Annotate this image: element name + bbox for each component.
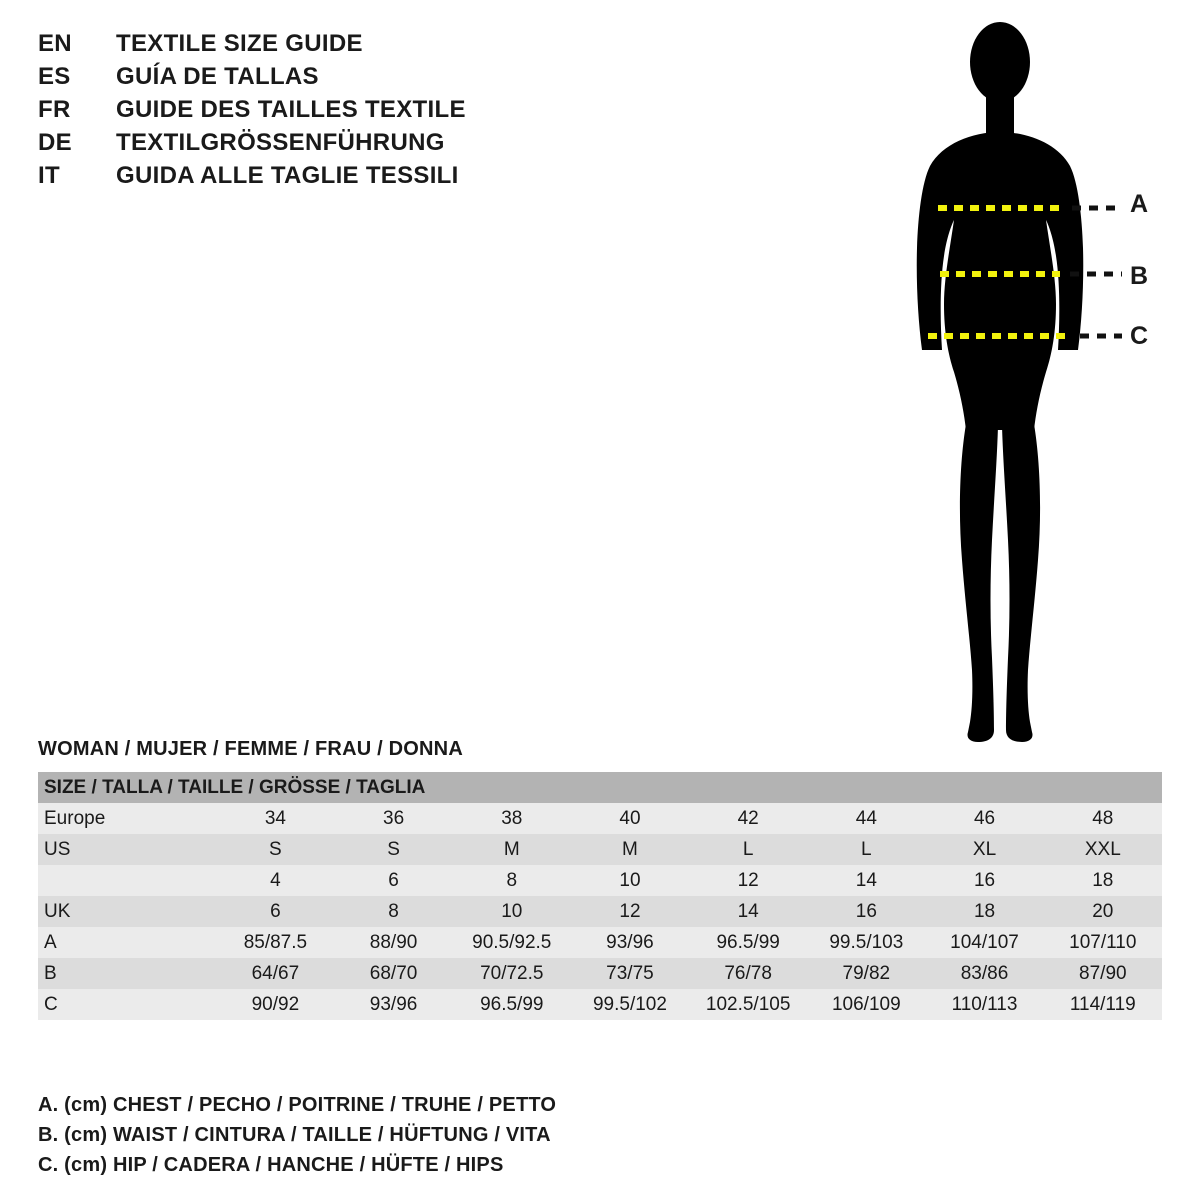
table-row bbox=[38, 834, 1162, 865]
row-label: US bbox=[44, 838, 71, 860]
size-table bbox=[38, 772, 1162, 1020]
row-label: A bbox=[44, 931, 57, 953]
cell: 99.5/103 bbox=[829, 931, 904, 953]
cell: 12 bbox=[619, 900, 641, 922]
table-row bbox=[38, 896, 1162, 927]
language-title: GUÍA DE TALLAS bbox=[116, 63, 319, 90]
cell: M bbox=[622, 838, 638, 860]
size-table-header: SIZE / TALLA / TAILLE / GRÖSSE / TAGLIA bbox=[38, 772, 1162, 803]
language-title: GUIDE DES TAILLES TEXTILE bbox=[116, 96, 466, 123]
table-row bbox=[38, 989, 1162, 1020]
row-label: C bbox=[44, 993, 58, 1015]
language-row bbox=[38, 63, 658, 96]
cell: S bbox=[387, 838, 400, 860]
cell: 46 bbox=[973, 807, 996, 829]
table-row bbox=[38, 803, 1162, 834]
row-label: B bbox=[44, 962, 57, 984]
cell: 83/86 bbox=[960, 962, 1009, 984]
table-row bbox=[38, 958, 1162, 989]
cell: 93/96 bbox=[606, 931, 654, 953]
language-row bbox=[38, 30, 658, 63]
cell: 104/107 bbox=[950, 931, 1019, 953]
cell: 6 bbox=[270, 900, 281, 922]
cell: 96.5/99 bbox=[716, 931, 780, 953]
cell: 10 bbox=[501, 900, 523, 922]
cell: 36 bbox=[383, 807, 405, 829]
cell: 87/90 bbox=[1079, 962, 1127, 984]
cell: L bbox=[742, 838, 754, 860]
cell: 40 bbox=[619, 807, 641, 829]
cell: 110/113 bbox=[951, 993, 1018, 1015]
cell: 106/109 bbox=[831, 993, 901, 1015]
cell: 68/70 bbox=[369, 962, 418, 984]
cell: 90.5/92.5 bbox=[472, 931, 552, 953]
size-table-section bbox=[38, 738, 1162, 1020]
language-row bbox=[38, 96, 658, 129]
cell: 44 bbox=[855, 807, 877, 829]
cell: 70/72.5 bbox=[480, 962, 544, 984]
language-title: TEXTILE SIZE GUIDE bbox=[116, 30, 363, 57]
cell: 88/90 bbox=[369, 931, 418, 953]
language-code: ES bbox=[38, 63, 71, 90]
cell: 14 bbox=[737, 900, 759, 922]
row-label: UK bbox=[44, 900, 71, 922]
legend-line-a: A. (cm) CHEST / PECHO / POITRINE / TRUHE / PETTO bbox=[38, 1094, 557, 1116]
measurement-legend bbox=[38, 1090, 938, 1180]
legend-line-b: B. (cm) WAIST / CINTURA / TAILLE / HÜFTUNG / VITA bbox=[38, 1124, 551, 1146]
cell: 34 bbox=[264, 807, 286, 829]
language-code: DE bbox=[38, 129, 72, 156]
cell: 93/96 bbox=[369, 993, 418, 1015]
cell: 18 bbox=[973, 900, 996, 922]
table-header-row bbox=[38, 772, 1162, 803]
measure-letter-b: B bbox=[1130, 262, 1149, 290]
cell: 48 bbox=[1092, 807, 1114, 829]
cell: 8 bbox=[506, 869, 518, 891]
language-title: TEXTILGRÖSSENFÜHRUNG bbox=[116, 129, 445, 156]
cell: 42 bbox=[737, 807, 759, 829]
row-label bbox=[38, 865, 216, 896]
cell: 64/67 bbox=[251, 962, 300, 984]
cell: 102.5/105 bbox=[705, 993, 791, 1015]
cell: 79/82 bbox=[842, 962, 891, 984]
woman-group-label: WOMAN / MUJER / FEMME / FRAU / DONNA bbox=[38, 738, 463, 760]
cell: 16 bbox=[855, 900, 877, 922]
cell: 96.5/99 bbox=[480, 993, 544, 1015]
cell: 85/87.5 bbox=[243, 931, 308, 953]
cell: 8 bbox=[388, 900, 399, 922]
table-row bbox=[38, 927, 1162, 958]
cell: 107/110 bbox=[1069, 931, 1137, 953]
cell: S bbox=[269, 838, 282, 860]
cell: XXL bbox=[1084, 838, 1121, 860]
female-body-silhouette-icon bbox=[860, 20, 1180, 750]
language-code: EN bbox=[38, 30, 72, 57]
language-code: FR bbox=[38, 96, 71, 123]
language-title: GUIDA ALLE TAGLIE TESSILI bbox=[116, 162, 459, 189]
measure-letter-a: A bbox=[1130, 190, 1149, 218]
cell: M bbox=[503, 838, 520, 860]
language-row bbox=[38, 129, 658, 162]
cell: 76/78 bbox=[724, 962, 772, 984]
row-label: Europe bbox=[44, 807, 106, 829]
cell: 99.5/102 bbox=[592, 993, 667, 1015]
cell: 12 bbox=[737, 869, 759, 891]
cell: 90/92 bbox=[251, 993, 300, 1015]
cell: 20 bbox=[1092, 900, 1114, 922]
measure-letter-c: C bbox=[1130, 322, 1149, 350]
cell: 6 bbox=[388, 869, 399, 891]
language-row bbox=[38, 162, 658, 195]
cell: 114/119 bbox=[1069, 993, 1136, 1015]
cell: 38 bbox=[501, 807, 523, 829]
cell: 73/75 bbox=[606, 962, 654, 984]
cell: 16 bbox=[973, 869, 996, 891]
cell: 10 bbox=[619, 869, 641, 891]
cell: 14 bbox=[855, 869, 877, 891]
cell: XL bbox=[972, 838, 997, 860]
language-title-block bbox=[38, 30, 658, 195]
cell: 4 bbox=[270, 869, 281, 891]
table-row bbox=[38, 865, 1162, 896]
cell: L bbox=[861, 838, 872, 860]
legend-line-c: C. (cm) HIP / CADERA / HANCHE / HÜFTE / HIPS bbox=[38, 1154, 504, 1176]
cell: 18 bbox=[1092, 869, 1114, 891]
language-code: IT bbox=[38, 162, 60, 189]
